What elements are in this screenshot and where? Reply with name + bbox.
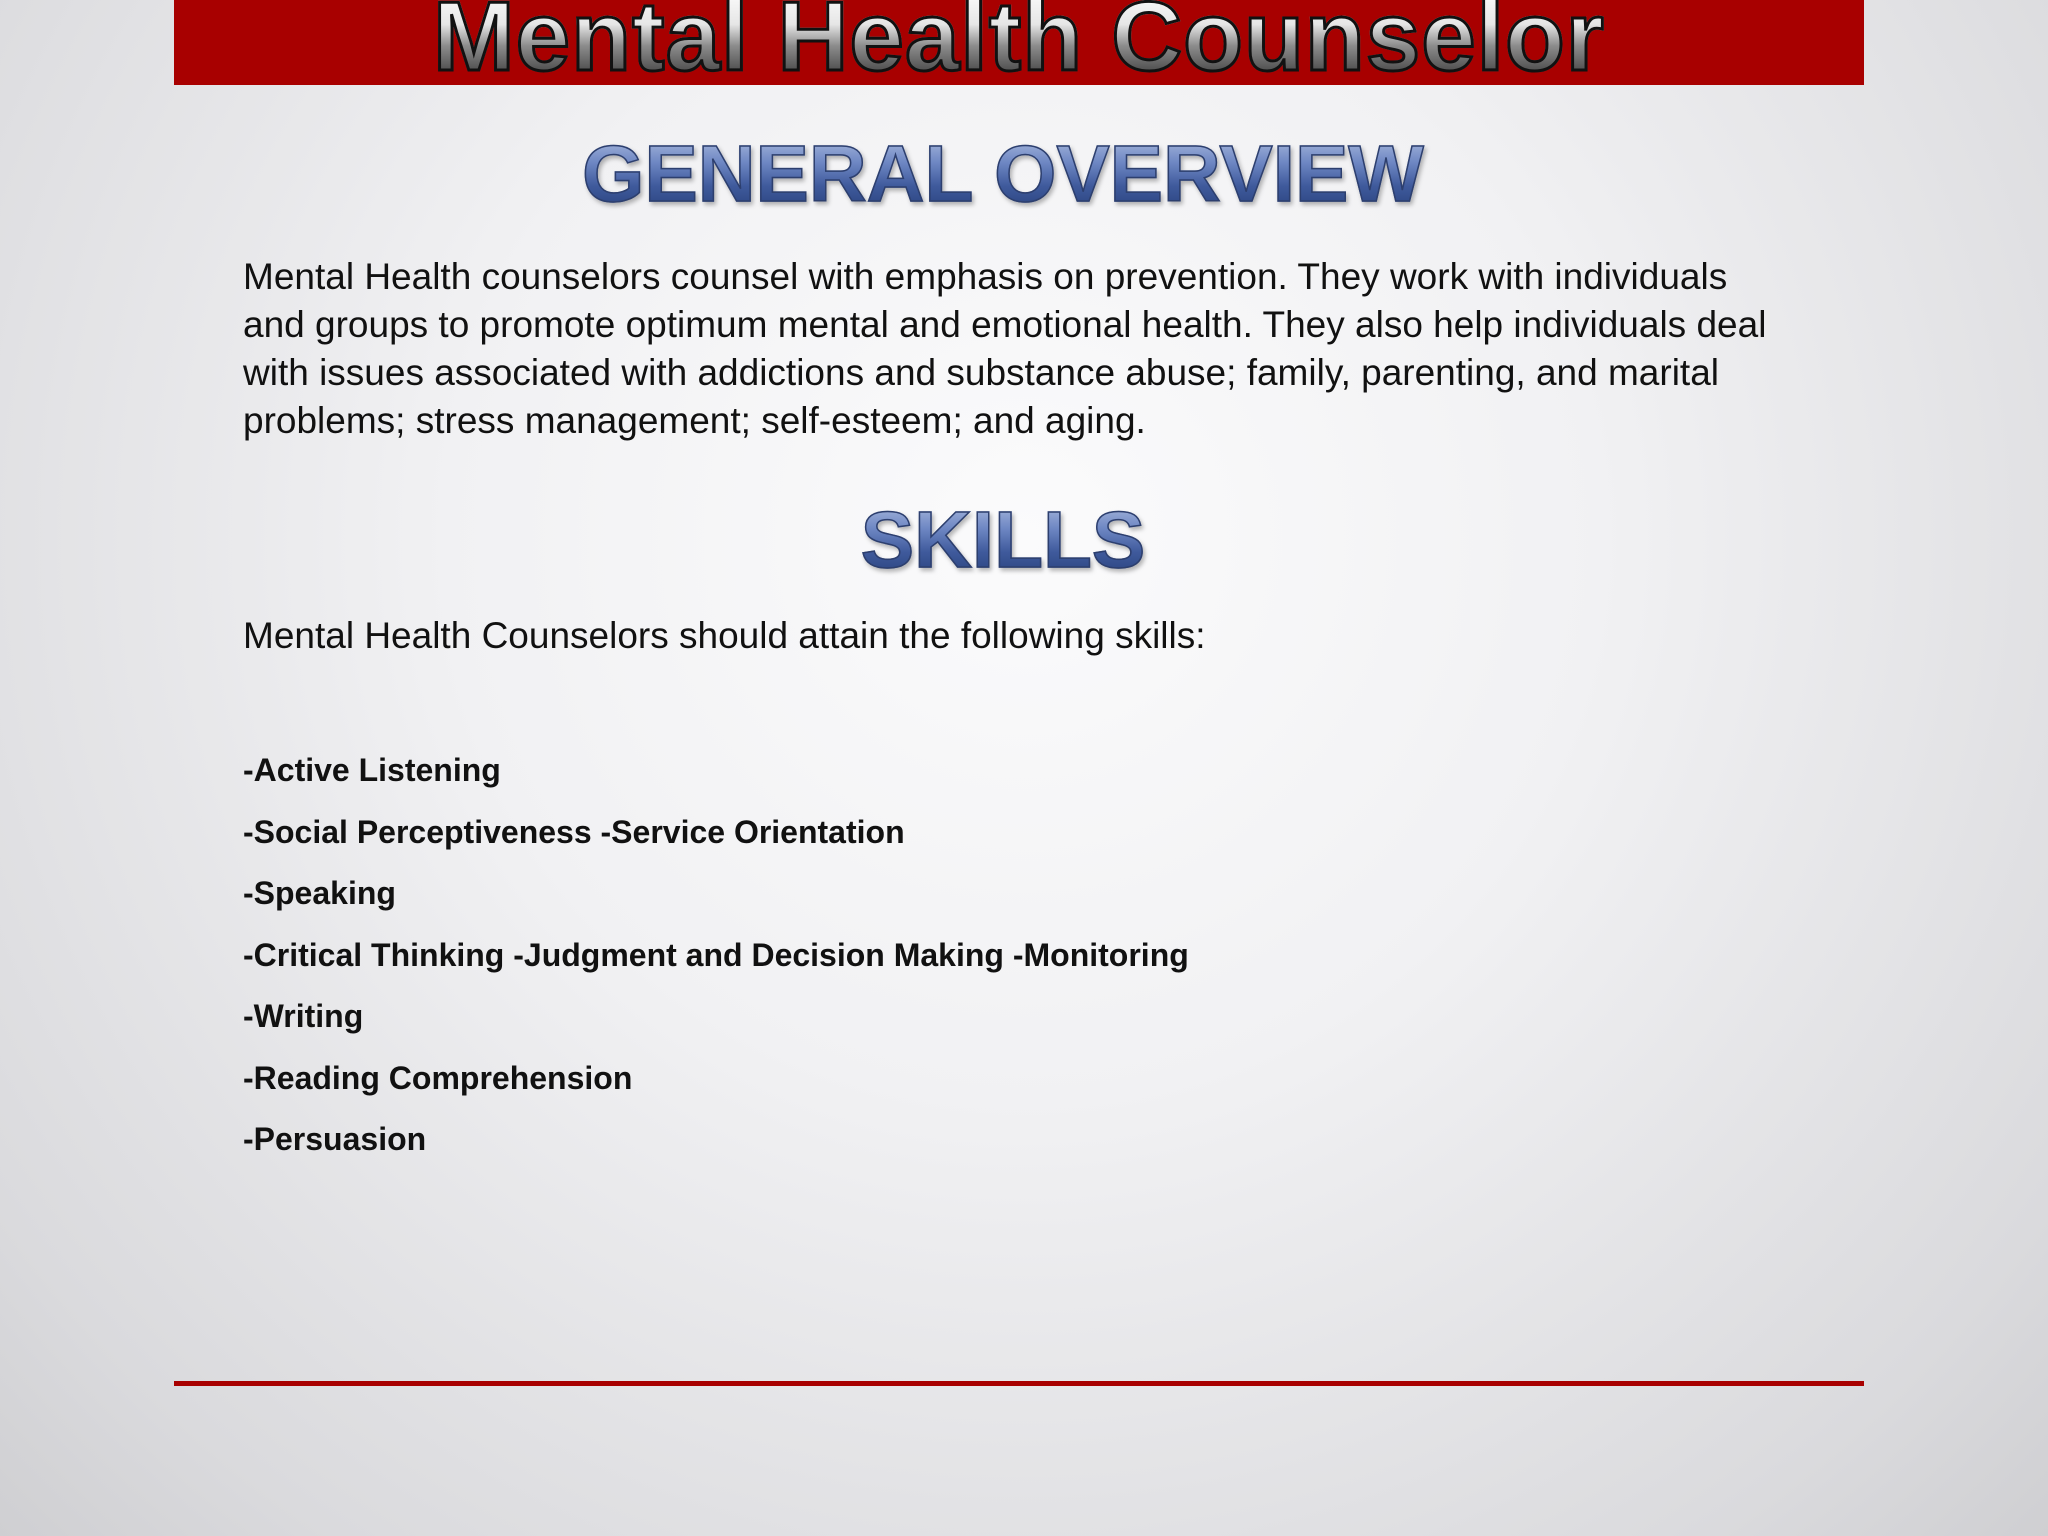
skills-intro: Mental Health Counselors should attain the following skills: — [243, 615, 1206, 656]
skill-item: -Critical Thinking -Judgment and Decision Making -Monitoring — [243, 936, 1189, 973]
overview-heading: GENERAL OVERVIEW — [0, 134, 2048, 214]
skill-item: -Writing — [243, 998, 364, 1034]
skill-item: -Reading Comprehension — [243, 1059, 633, 1096]
skill-item: -Active Listening — [243, 752, 501, 788]
skills-list — [243, 750, 1189, 1181]
skill-item: -Social Perceptiveness -Service Orientation — [243, 813, 905, 850]
slide-title: Mental Health Counselor — [174, 0, 1864, 85]
skill-item: -Persuasion — [243, 1121, 427, 1157]
skills-heading: SKILLS — [0, 500, 2048, 580]
overview-paragraph: Mental Health counselors counsel with emphasis on prevention. They work with individuals and groups to promote optimum mental and emotional health. They also help individuals deal with issues associated with addictions and substance abuse; family, parenting, and marital problems; stress management; self-esteem; and aging. — [243, 256, 1767, 441]
bottom-divider — [174, 1381, 1864, 1386]
title-banner — [174, 0, 1864, 85]
skill-item: -Speaking — [243, 875, 396, 911]
